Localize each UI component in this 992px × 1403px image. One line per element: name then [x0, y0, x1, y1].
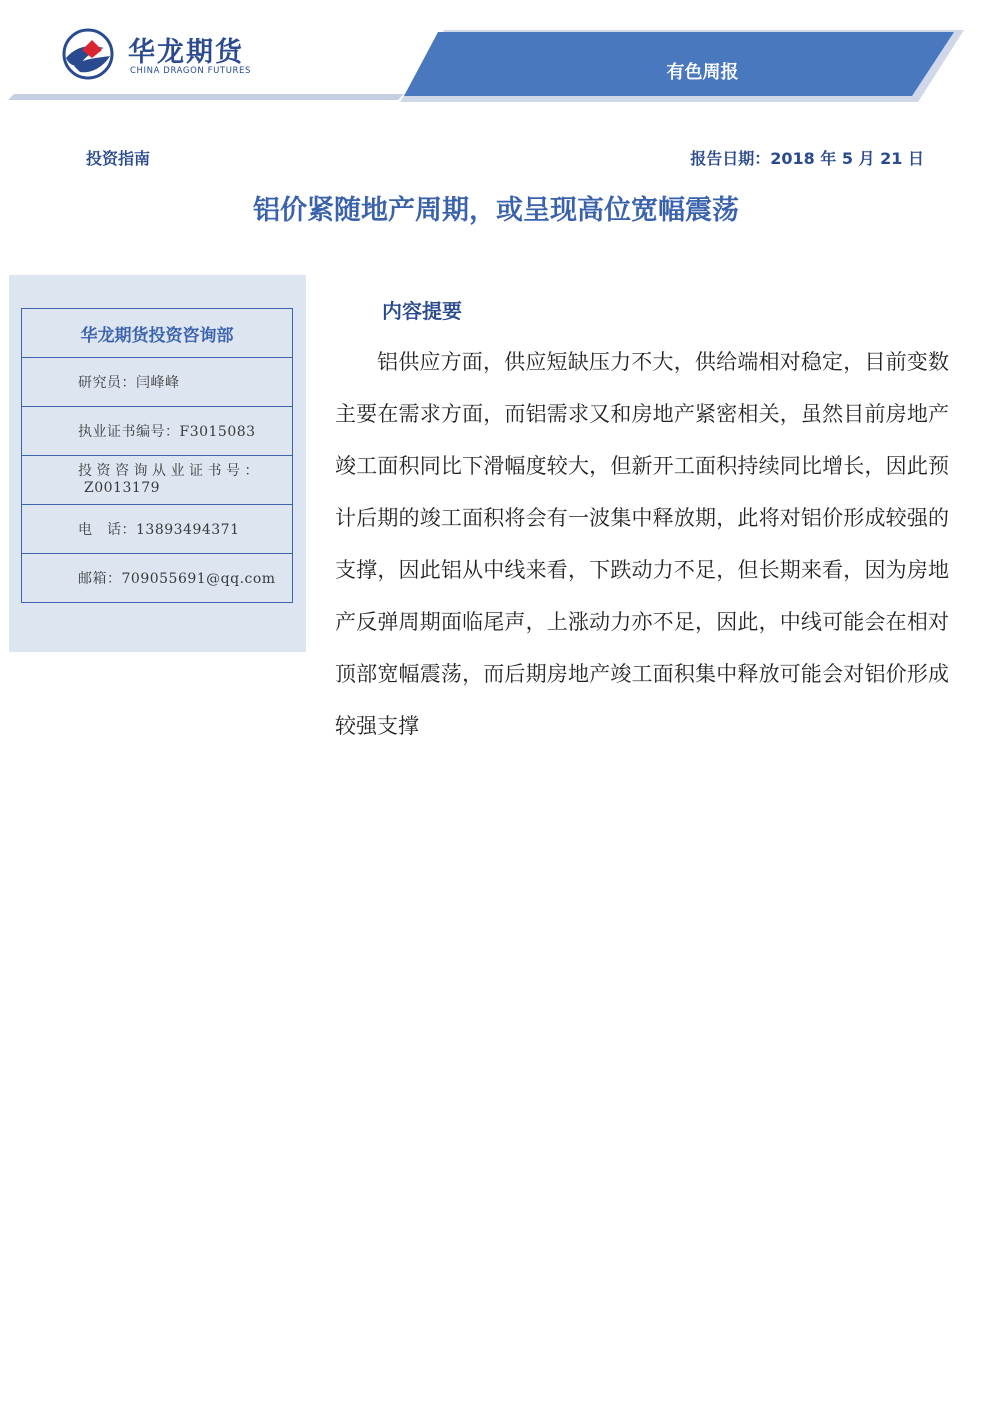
dragon-logo-icon [60, 28, 116, 80]
license-number: 执业证书编号：F3015083 [22, 407, 293, 456]
document-title: 铝价紧随地产周期，或呈现高位宽幅震荡 [253, 195, 739, 226]
summary-body: 铝供应方面，供应短缺压力不大，供给端相对稳定，目前变数主要在需求方面，而铝需求又和房地产紧密相关，虽然目前房地产竣工面积同比下滑幅度较大，但新开工面积持续同比增长，因此预计后期的竣工面积将会有一波集中释放期，此将对铝价形成较强的支撑，因此铝从中线来看，下跌动力不足，但长期来看，因为房地产反弹周期面临尾声，上涨动力亦不足，因此，中线可能会在相对顶部宽幅震荡，而后期房地产竣工面积集中释放可能会对铝价形成较强支撑 [335, 350, 949, 738]
logo-wordmark-cn: 华龙期货 [128, 37, 244, 68]
guide-label: 投资指南 [86, 149, 151, 168]
contact-table [21, 308, 293, 603]
logo-wordmark-en: CHINA DRAGON FUTURES [130, 66, 252, 76]
header-underline [8, 94, 404, 100]
email-address: 邮箱：709055691@qq.com [22, 554, 293, 603]
contact-panel [9, 275, 306, 652]
report-type-label: 有色周报 [666, 62, 739, 83]
researcher-name: 研究员：闫峰峰 [22, 358, 293, 407]
qualification-label: 投资咨询从业证书号： [78, 463, 263, 479]
summary-heading: 内容提要 [382, 299, 462, 323]
report-date: 报告日期：2018 年 5 月 21 日 [690, 149, 924, 168]
qualification-number: Z0013179 [84, 480, 161, 496]
qualification-cell [22, 456, 293, 505]
phone-number: 电 话：13893494371 [22, 505, 293, 554]
department-name: 华龙期货投资咨询部 [22, 309, 293, 358]
